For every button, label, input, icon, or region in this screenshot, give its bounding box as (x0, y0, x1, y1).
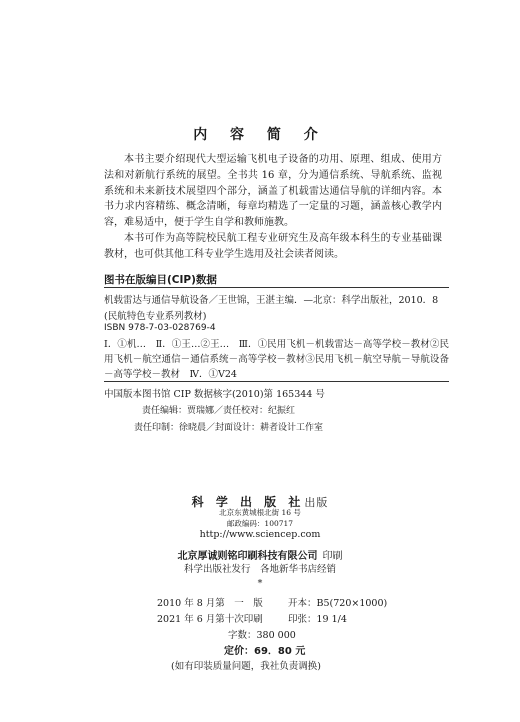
price: 定价：69．80 元 (224, 646, 306, 657)
cip-series-line: (民航特色专业系列教材) (104, 311, 207, 322)
cip-heading: 图书在版编目(CIP)数据 (104, 274, 217, 286)
cip-top-rule (104, 287, 449, 288)
summary-paragraph-1: 本书主要介绍现代大型运输飞机电子设备的功用、原理、组成、使用方法和对新航行系统的展望。全书共 16 章，分为通信系统、导航系统、监视系统和未来新技术展望四个部分，涵盖了机载雷达通信导航的详细内容。本书力求内容精练、概念清晰，每章均精选了一定量的习题，涵盖核心教学内容，难易适中，便于学生自学和教师施教。 (104, 154, 442, 229)
book-format: 开本：B5(720×1000) (288, 598, 388, 609)
word-count: 字数：380 000 (228, 630, 296, 641)
content-summary (104, 152, 442, 263)
cip-bottom-rule (104, 381, 449, 382)
distribution-line: 科学出版社发行 各地新华书店经销 (183, 564, 336, 575)
publisher-logo-text: 科 学 出 版 社 (191, 495, 305, 509)
publisher-address: 北京东黄城根北街 16 号 (219, 508, 301, 517)
credits-editors: 责任编辑：贾瑞娜／责任校对：纪振红 (142, 406, 296, 416)
quality-notice: (如有印装质量问题，我社负责调换) (171, 661, 321, 672)
page-title: 内 容 简 介 (193, 127, 327, 143)
summary-paragraph-2: 本书可作为高等院校民航工程专业研究生及高年级本科生的专业基础课教材，也可供其他工科专业学生选用及社会读者阅读。 (104, 232, 442, 260)
publisher-postcode: 邮政编码：100717 (226, 519, 294, 528)
star-separator: * (257, 578, 263, 589)
credits-production: 责任印制：徐晓晨／封面设计：耕者设计工作室 (134, 423, 324, 433)
cip-classification: Ⅰ．①机… Ⅱ．①王…②王… Ⅲ．①民用飞机－机载雷达－高等学校－教材②民用飞机－航空通信－通信系统－高等学校－教材③民用飞机－航空导航－导航设备－高等学校－教材 Ⅳ．①V24 (104, 339, 449, 380)
publisher-suffix: 出版 (304, 496, 329, 509)
print-sheets: 印张：19 1/4 (288, 614, 347, 625)
printer-suffix: 印刷 (322, 551, 343, 562)
publisher-url: http://www.sciencep.com (199, 529, 321, 540)
cip-library-number: 中国版本图书馆 CIP 数据核字(2010)第 165344 号 (104, 389, 325, 400)
edition-date: 2010 年 8 月第 一 版 (157, 598, 263, 609)
print-date: 2021 年 6 月第十次印刷 (157, 614, 263, 625)
cip-isbn: ISBN 978-7-03-028769-4 (104, 323, 216, 333)
cip-title-line: 机载雷达与通信导航设备／王世锦，王湛主编．—北京：科学出版社，2010．8 (104, 295, 439, 306)
printer-name: 北京厚诚则铭印刷科技有限公司 (177, 551, 318, 562)
